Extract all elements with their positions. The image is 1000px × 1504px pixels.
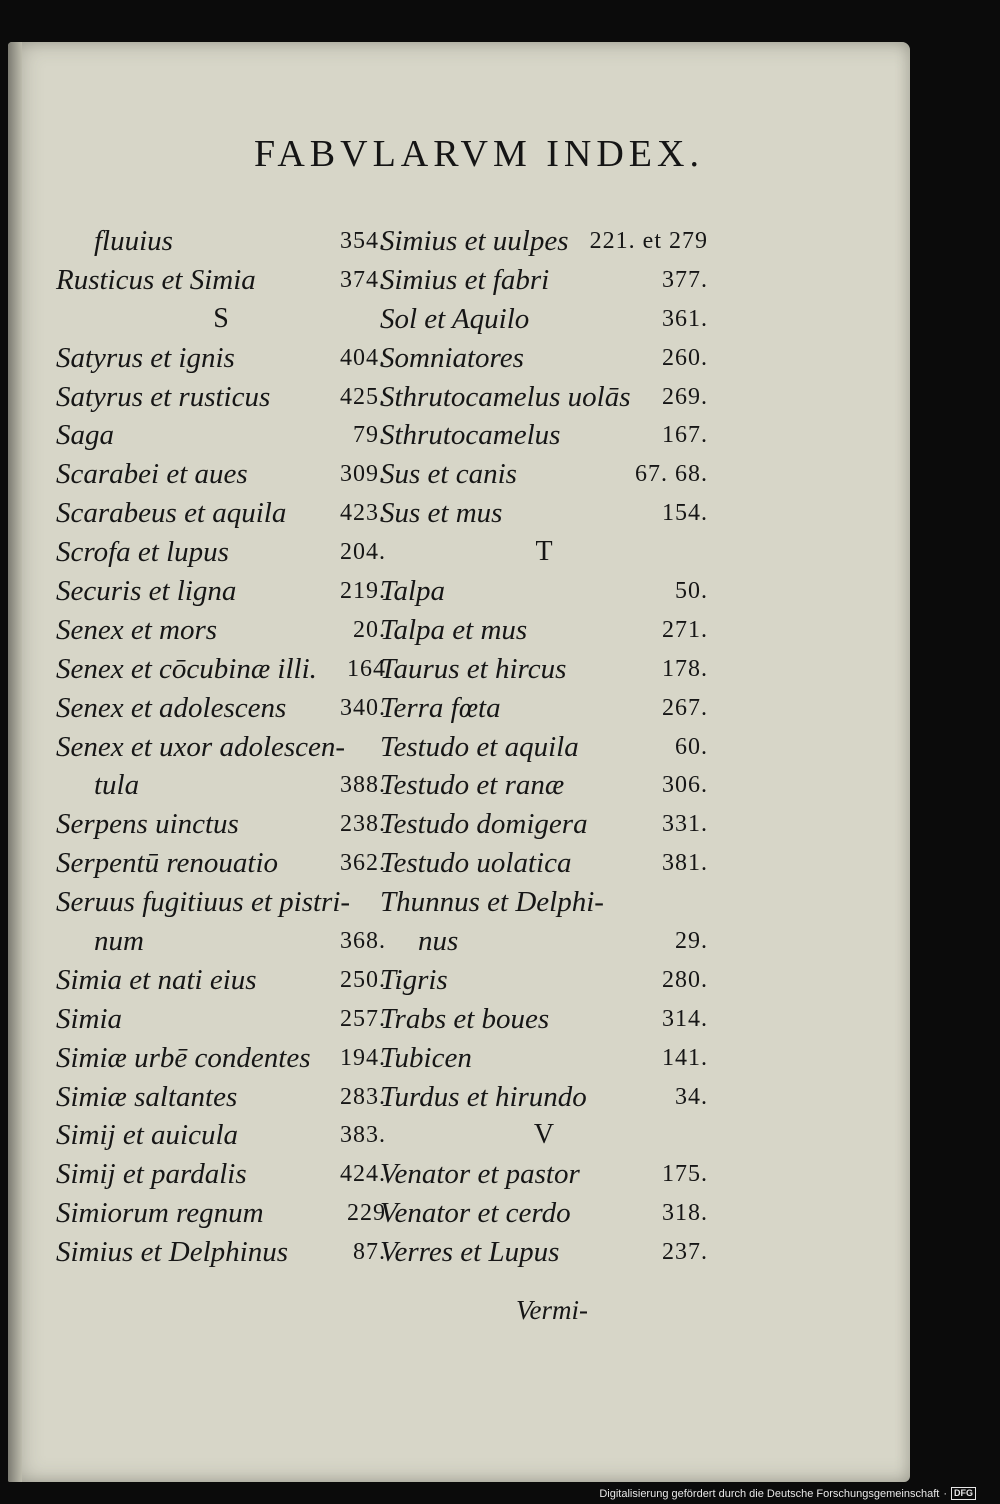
index-entry-term: Verres et Lupus (380, 1236, 560, 1269)
index-entry-term: fluuius (94, 225, 173, 257)
index-entry (380, 844, 708, 883)
index-entry-term: Simia et nati eius (56, 963, 257, 996)
index-entry (56, 883, 386, 922)
index-entry (380, 766, 708, 805)
index-entry (56, 766, 386, 805)
index-entry-term: Testudo domigera (380, 808, 588, 841)
index-entry (56, 378, 386, 417)
index-entry-page: 425. (340, 383, 386, 410)
index-entry (56, 1155, 386, 1194)
index-entry (56, 572, 386, 611)
index-entry (380, 222, 708, 261)
index-entry-page: 377. (662, 266, 708, 293)
index-entry-page: 257. (340, 1005, 386, 1032)
index-entry-page: 67. 68. (635, 461, 708, 488)
index-entry-term: Satyrus et rusticus (56, 380, 271, 413)
index-entry (380, 494, 708, 533)
index-column-left (56, 222, 386, 1272)
index-entry-term: Sus et mus (380, 497, 503, 530)
page-gutter-shadow (8, 42, 22, 1482)
index-entry-term: Thunnus et Delphi- (380, 886, 604, 919)
index-entry (380, 1000, 708, 1039)
index-entry (380, 572, 708, 611)
section-letter-row (56, 300, 386, 339)
page-header-title: FABVLARVM INDEX. (254, 133, 704, 175)
index-entry-term: Tubicen (380, 1041, 472, 1074)
index-entry-term: Senex et adolescens (56, 691, 287, 724)
index-entry-term: Satyrus et ignis (56, 341, 235, 374)
index-entry-page: 260. (662, 344, 708, 371)
index-entry (56, 416, 386, 455)
index-entry-term: Sthrutocamelus (380, 419, 561, 452)
index-entry-page: 383. (340, 1122, 386, 1149)
index-entry-term: Talpa (380, 575, 446, 608)
index-entry-page: 318. (662, 1200, 708, 1227)
index-entry-term: Serpens uinctus (56, 808, 239, 841)
index-entry-term: Sus et canis (380, 458, 517, 491)
section-letter: V (533, 1119, 555, 1151)
index-entry-term: Simij et pardalis (56, 1158, 247, 1191)
index-entry-page: 219. (340, 578, 386, 605)
index-entry-term: Securis et ligna (56, 575, 237, 608)
index-entry (380, 1039, 708, 1078)
index-entry-term: Tigris (380, 963, 448, 996)
index-entry (380, 455, 708, 494)
index-entry (56, 922, 386, 961)
index-entry-page: 309. (340, 461, 386, 488)
index-entry-page: 340. (340, 694, 386, 721)
index-entry-page: 354. (340, 228, 386, 254)
index-entry-page: 141. (662, 1044, 708, 1071)
index-entry (380, 805, 708, 844)
index-entry-term: Terra fœta (380, 691, 501, 724)
index-entry-page: 424. (340, 1161, 386, 1188)
index-entry (380, 1233, 708, 1272)
section-letter: S (213, 302, 229, 334)
index-entry-term: Scrofa et lupus (56, 536, 229, 569)
index-entry-page: 164 (347, 655, 386, 682)
index-entry (56, 805, 386, 844)
index-entry-term: Testudo et aquila (380, 730, 579, 763)
index-entry-term: Simius et fabri (380, 263, 550, 296)
index-entry-term: Turdus et hirundo (380, 1080, 587, 1113)
index-entry (380, 261, 708, 300)
index-entry (380, 339, 708, 378)
index-entry-page: 314. (662, 1005, 708, 1032)
index-entry-page: 368. (340, 928, 386, 955)
index-entry (56, 1194, 386, 1233)
index-entry-page: 271. (662, 616, 708, 643)
index-entry-term: Simiorum regnum (56, 1197, 264, 1230)
index-entry-term: Venator et cerdo (380, 1197, 571, 1230)
index-entry-term: Scarabeus et aquila (56, 497, 287, 530)
index-entry (380, 611, 708, 650)
index-entry-term: Simiæ urbē condentes (56, 1041, 311, 1074)
index-entry (56, 1116, 386, 1155)
index-entry-page: 237. (662, 1239, 708, 1266)
index-entry-page: 175. (662, 1161, 708, 1188)
index-entry-page: 87. (353, 1239, 386, 1266)
index-entry-page: 238. (340, 811, 386, 838)
index-entry (380, 1078, 708, 1117)
index-entry (56, 689, 386, 728)
index-entry (56, 455, 386, 494)
index-entry (56, 611, 386, 650)
index-entry-term: Rusticus et Simia (56, 263, 256, 296)
index-entry-page: 79. (353, 422, 386, 449)
index-entry-term: Saga (56, 419, 114, 452)
index-entry (56, 261, 386, 300)
index-entry (56, 961, 386, 1000)
index-entry-page: 267. (662, 694, 708, 721)
index-entry-page: 423. (340, 500, 386, 527)
index-entry (56, 1000, 386, 1039)
dfg-logo: DFG (951, 1487, 976, 1500)
index-entry (380, 728, 708, 767)
index-entry-term: Seruus fugitiuus et pistri- (56, 886, 351, 919)
index-entry-term: Simiæ saltantes (56, 1080, 238, 1113)
footer-credit-text: Digitalisierung gefördert durch die Deutsche Forschungsgemeinschaft (599, 1487, 940, 1500)
index-entry (56, 339, 386, 378)
index-entry-term: tula (94, 769, 140, 802)
index-entry-term: Taurus et hircus (380, 652, 567, 685)
index-entry-page: 280. (662, 966, 708, 993)
index-entry (380, 883, 708, 922)
index-entry (56, 1078, 386, 1117)
index-entry-term: Senex et cōcubinæ illi. (56, 652, 317, 685)
index-entry-page: 221. et 279 (589, 228, 708, 254)
index-entry-term: Venator et pastor (380, 1158, 580, 1191)
footer-credit: Digitalisierung gefördert durch die Deutsche Forschungsgemeinschaft · DFG (599, 1487, 976, 1500)
index-entry-term: nus (418, 925, 459, 958)
index-entry-page: 194. (340, 1044, 386, 1071)
catchword: Vermi- (516, 1295, 588, 1325)
index-entry-page: 404. (340, 344, 386, 371)
index-entry-page: 361. (662, 305, 708, 332)
index-entry-page: 204. (340, 539, 386, 566)
index-entry-term: Simius et uulpes (380, 225, 569, 257)
index-entry-page: 50. (675, 578, 708, 605)
index-entry-term: Testudo uolatica (380, 847, 572, 880)
index-entry-page: 388. (340, 772, 386, 799)
index-entry (56, 728, 386, 767)
section-letter-row (380, 533, 708, 572)
section-letter: T (535, 536, 553, 568)
index-entry-term: Simia (56, 1002, 123, 1035)
index-entry (380, 416, 708, 455)
index-entry (380, 1155, 708, 1194)
index-entry-term: Sthrutocamelus uolās (380, 380, 631, 413)
index-entry-term: Simius et Delphinus (56, 1236, 288, 1269)
index-entry-page: 154. (662, 500, 708, 527)
index-column-right (380, 222, 708, 1272)
index-entry-page: 29. (675, 928, 708, 955)
index-entry-term: Simij et auicula (56, 1119, 239, 1152)
index-entry (56, 1233, 386, 1272)
index-entry (56, 494, 386, 533)
index-entry-term: Serpentū renouatio (56, 847, 279, 880)
index-entry (380, 378, 708, 417)
index-entry (380, 1194, 708, 1233)
index-entry-term: Trabs et boues (380, 1002, 550, 1035)
index-entry-term: num (94, 925, 144, 958)
index-entry-page: 381. (662, 850, 708, 877)
section-letter-row (380, 1116, 708, 1155)
index-entry (56, 1039, 386, 1078)
index-entry-page: 60. (675, 733, 708, 760)
index-entry-page: 283. (340, 1083, 386, 1110)
index-entry-page: 34. (675, 1083, 708, 1110)
index-entry-term: Scarabei et aues (56, 458, 248, 491)
index-entry (56, 650, 386, 689)
index-entry-term: Senex et uxor adolescen- (56, 730, 346, 763)
index-entry-page: 306. (662, 772, 708, 799)
index-entry-term: Somniatores (380, 341, 524, 374)
index-entry (56, 533, 386, 572)
index-entry-page: 167. (662, 422, 708, 449)
index-entry-page: 331. (662, 811, 708, 838)
index-entry (380, 689, 708, 728)
index-entry-term: Senex et mors (56, 613, 218, 646)
index-entry (380, 300, 708, 339)
index-entry-page: 374. (340, 266, 386, 293)
index-entry (380, 650, 708, 689)
index-entry (56, 844, 386, 883)
index-entry-page: 362. (340, 850, 386, 877)
book-page (8, 42, 910, 1482)
index-entry-term: Sol et Aquilo (380, 302, 530, 335)
index-entry-page: 20. (353, 616, 386, 643)
index-entry-page: 269. (662, 383, 708, 410)
index-entry-page: 229 (347, 1200, 386, 1227)
index-entry-page: 250. (340, 966, 386, 993)
index-entry (380, 961, 708, 1000)
index-entry-page: 178. (662, 655, 708, 682)
index-entry-term: Talpa et mus (380, 613, 528, 646)
index-entry (56, 222, 386, 261)
index-entry-term: Testudo et ranæ (380, 769, 565, 802)
index-entry (380, 922, 708, 961)
